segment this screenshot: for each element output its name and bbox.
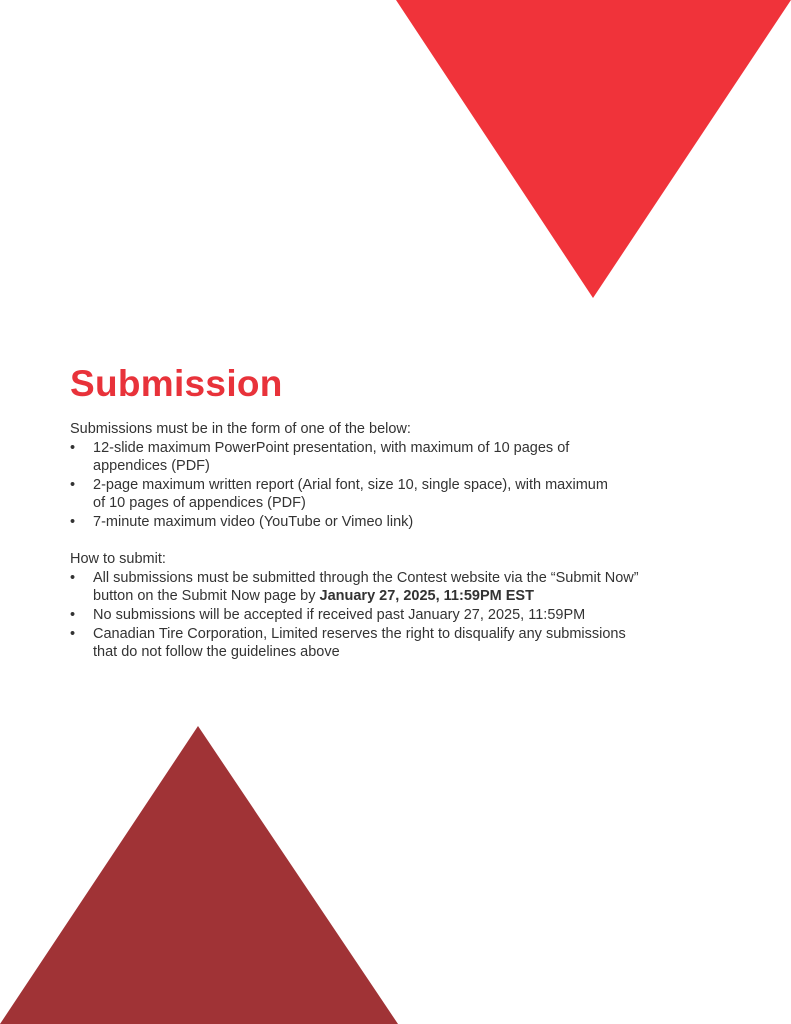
- red-triangle-shape: [396, 0, 791, 298]
- red-triangle-decoration: [396, 0, 791, 298]
- page-title: Submission: [70, 363, 283, 404]
- dark-red-triangle-decoration: [0, 726, 398, 1024]
- list-item: [70, 569, 740, 606]
- list-item: [70, 625, 740, 662]
- how-to-list: [70, 569, 740, 662]
- list-item: [70, 606, 740, 625]
- list-item-line: 12-slide maximum PowerPoint presentation, with maximum of 10 pages of: [93, 439, 570, 456]
- bullet-icon: •: [70, 513, 76, 530]
- list-item-line: No submissions will be accepted if received past January 27, 2025, 11:59PM: [93, 606, 586, 623]
- submission-section: [70, 362, 740, 662]
- bullet-icon: •: [70, 569, 76, 586]
- list-item-line: button on the Submit Now page by: [93, 588, 320, 605]
- bullet-icon: •: [70, 606, 76, 623]
- how-to-intro: How to submit:: [70, 551, 166, 568]
- list-item-line: that do not follow the guidelines above: [93, 644, 340, 661]
- bullet-icon: •: [70, 476, 76, 493]
- section-spacer: [70, 532, 740, 551]
- list-item-line: appendices (PDF): [93, 458, 210, 475]
- list-item-line: Canadian Tire Corporation, Limited reserves the right to disqualify any submissions: [93, 625, 626, 642]
- dark-red-triangle-shape: [0, 726, 398, 1024]
- formats-intro: Submissions must be in the form of one of the below:: [70, 421, 411, 437]
- formats-list: [70, 439, 740, 532]
- list-item: [70, 476, 740, 513]
- deadline-text: January 27, 2025, 11:59PM EST: [319, 588, 534, 605]
- list-item: [70, 513, 740, 532]
- list-item-line: of 10 pages of appendices (PDF): [93, 495, 306, 512]
- list-item-line: All submissions must be submitted through the Contest website via the “Submit Now”: [93, 569, 639, 586]
- list-item: [70, 439, 740, 476]
- bullet-icon: •: [70, 439, 76, 456]
- bullet-icon: •: [70, 625, 76, 642]
- list-item-line: 7-minute maximum video (YouTube or Vimeo link): [93, 513, 414, 530]
- list-item-line: 2-page maximum written report (Arial font, size 10, single space), with maximum: [93, 476, 608, 493]
